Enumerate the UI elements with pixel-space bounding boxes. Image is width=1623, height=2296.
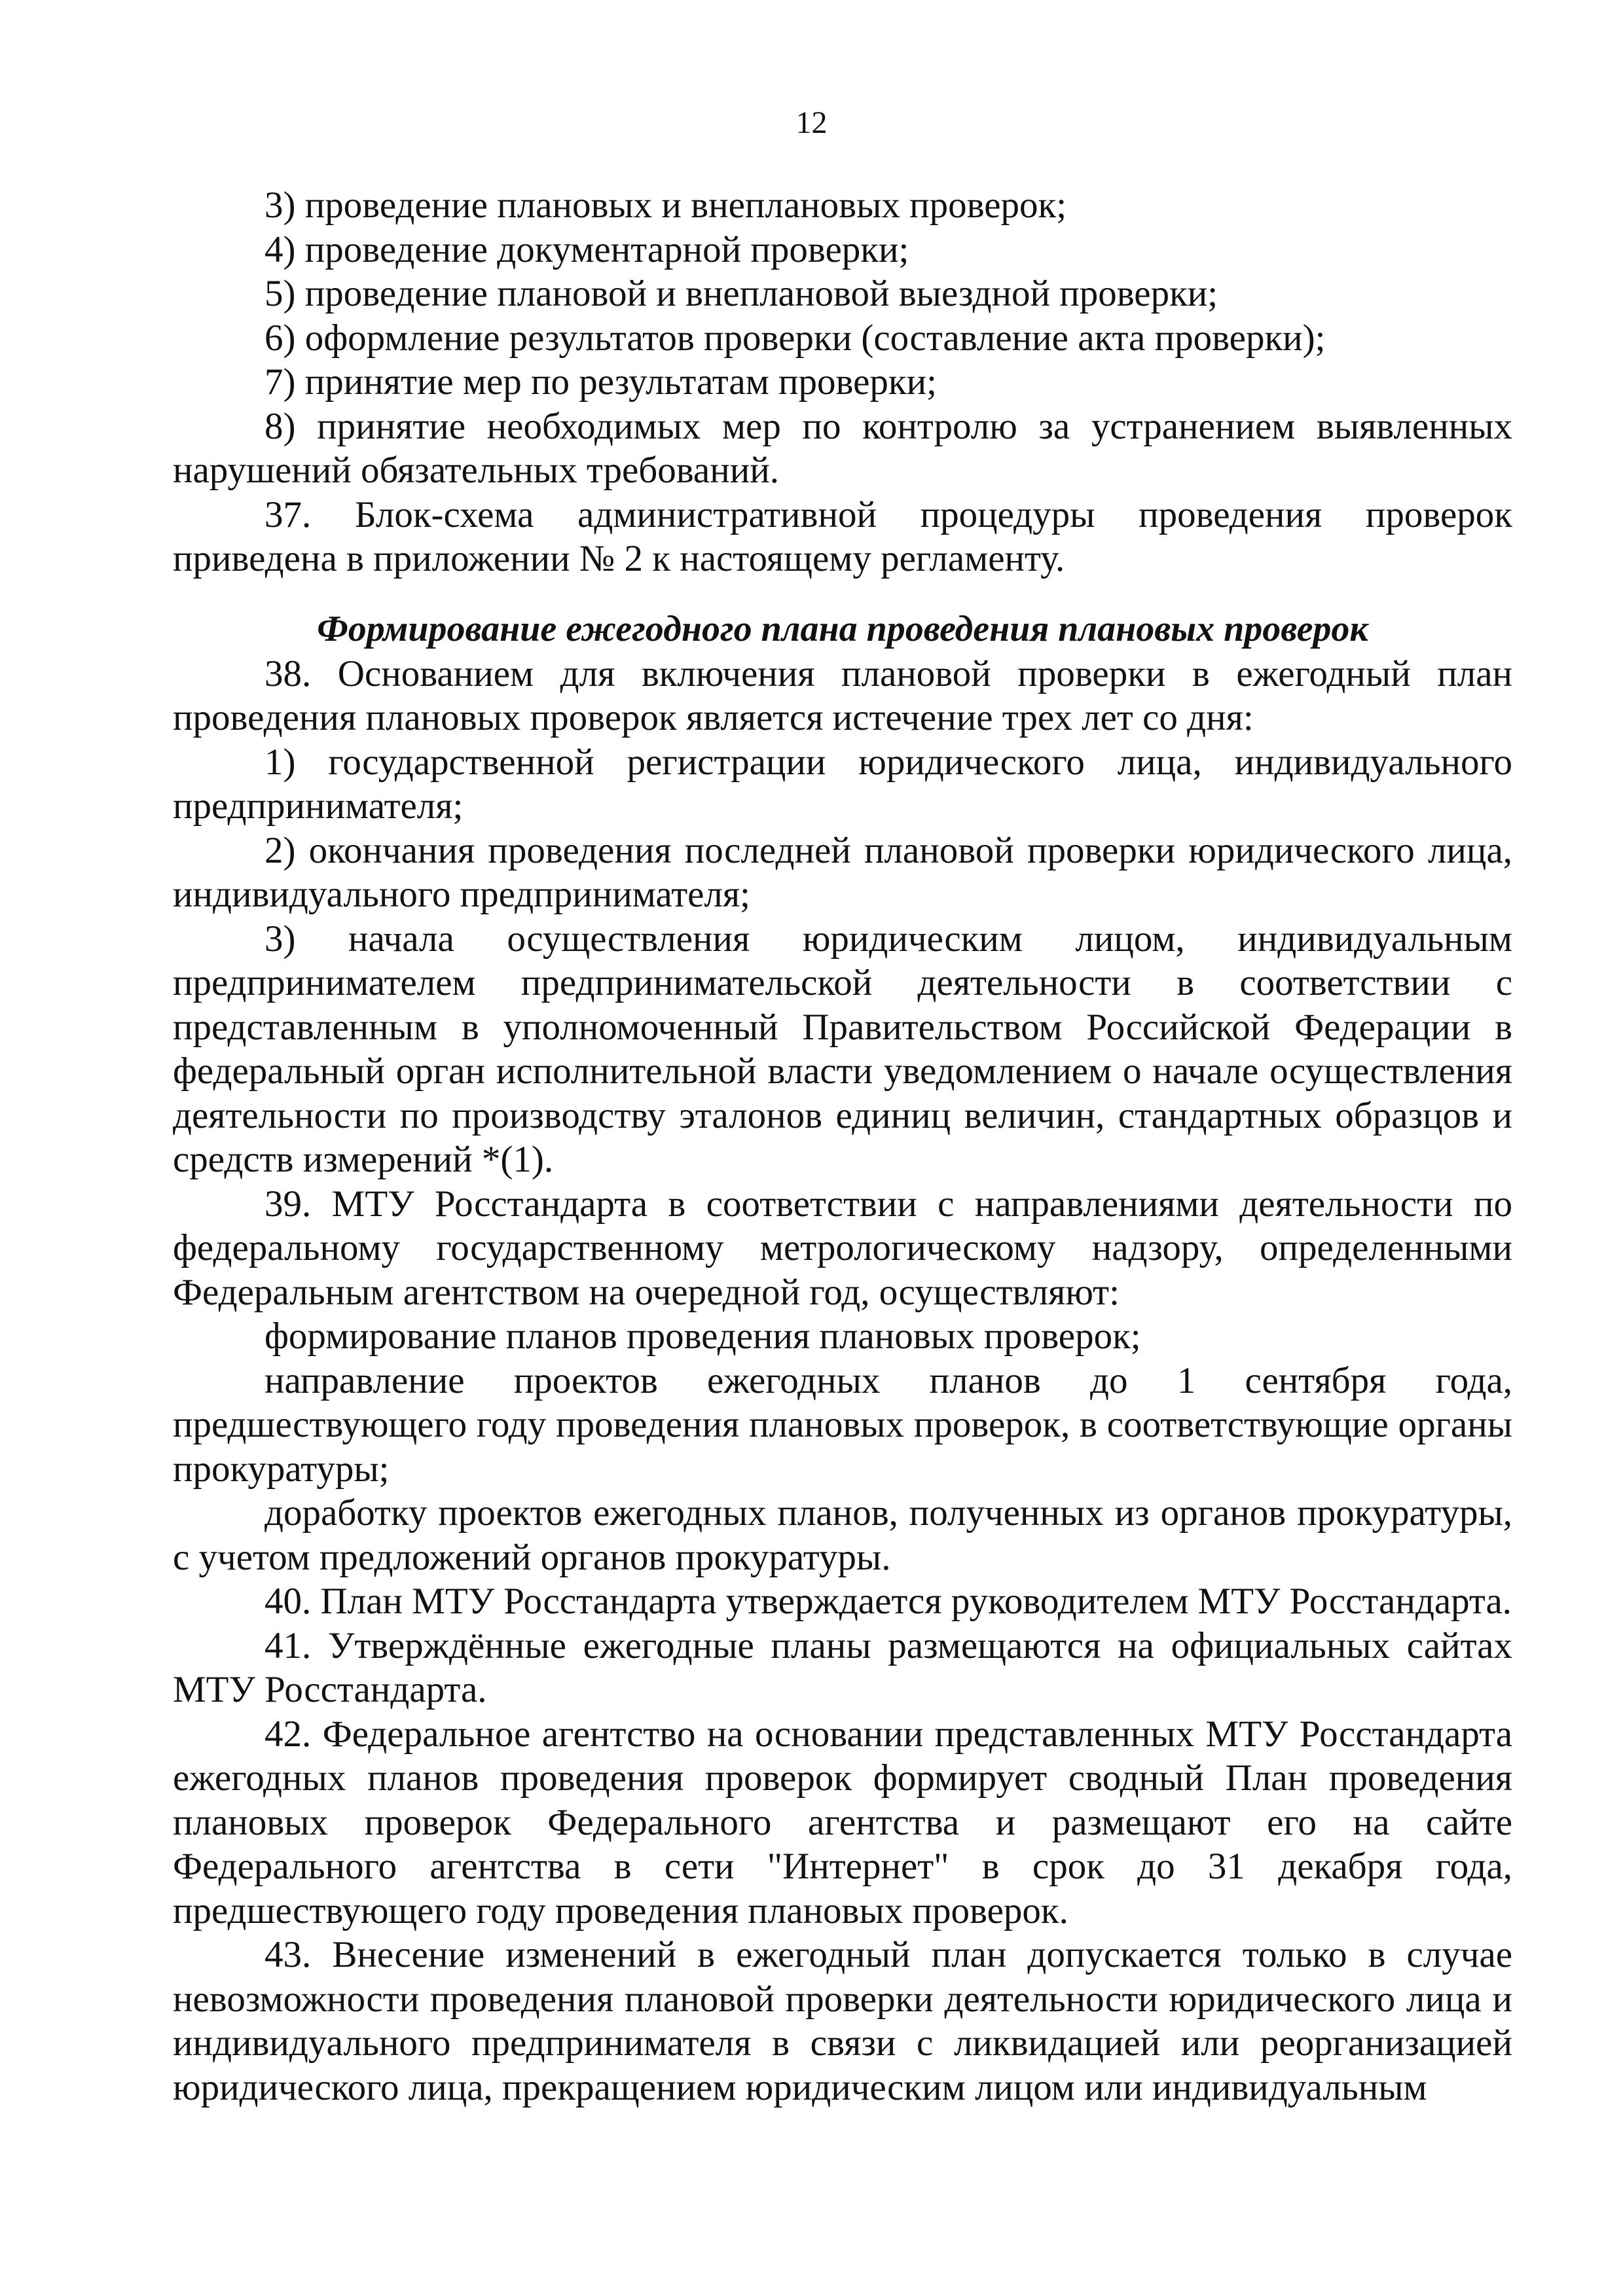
list-item-7: 7) принятие мер по результатам проверки;	[264, 361, 937, 403]
list-item-8: 8) принятие необходимых мер по контролю за устранением выявленных нарушений обязательных требований.	[173, 405, 1512, 491]
paragraph-42: 42. Федеральное агентство на основании представленных МТУ Росстандарта ежегодных планов проведения проверок формирует сводный План проведения плановых проверок Федерального агентства и размещают его на сайте Федерального агентства в сети "Интернет" в срок до 31 декабря года, предшествующего году проведения плановых проверок.	[173, 1713, 1512, 1931]
paragraph-39-item-2: направление проектов ежегодных планов до 1 сентября года, предшествующего году проведения плановых проверок, в соответствующие органы прокуратуры;	[173, 1359, 1512, 1490]
paragraph-38: 38. Основанием для включения плановой проверки в ежегодный план проведения плановых проверок является истечение трех лет со дня:	[173, 653, 1512, 738]
list-item-5: 5) проведение плановой и внеплановой выездной проверки;	[264, 273, 1218, 314]
paragraph-40: 40. План МТУ Росстандарта утверждается руководителем МТУ Росстандарта.	[264, 1581, 1512, 1622]
paragraph-43: 43. Внесение изменений в ежегодный план допускается только в случае невозможности проведения плановой проверки деятельности юридического лица и индивидуального предпринимателя в связи с ликвидацией или реорганизацией юридического лица, прекращением юридическим лицом или индивидуальным	[173, 1934, 1512, 2108]
paragraph-38-item-3: 3) начала осуществления юридическим лицом, индивидуальным предпринимателем предпринимательской деятельности в соответствии с представленным в уполномоченный Правительством Российской Федерации в федеральный орган исполнительной власти уведомлением о начале осуществления деятельности по производству эталонов единиц величин, стандартных образцов и средств измерений *(1).	[173, 918, 1512, 1180]
document-body	[173, 183, 1512, 2109]
paragraph-39-item-1: формирование планов проведения плановых проверок;	[264, 1316, 1141, 1357]
list-item-6: 6) оформление результатов проверки (составление акта проверки);	[264, 317, 1326, 359]
paragraph-39: 39. МТУ Росстандарта в соответствии с направлениями деятельности по федеральному государственному метрологическому надзору, определенными Федеральным агентством на очередной год, осуществляют:	[173, 1183, 1512, 1313]
paragraph-37: 37. Блок-схема административной процедуры проведения проверок приведена в приложении № 2 к настоящему регламенту.	[173, 493, 1512, 579]
section-heading: Формирование ежегодного плана проведения плановых проверок	[317, 608, 1368, 649]
page-number: 12	[795, 105, 828, 140]
paragraph-39-item-3: доработку проектов ежегодных планов, полученных из органов прокуратуры, с учетом предложений органов прокуратуры.	[173, 1492, 1512, 1578]
list-item-4: 4) проведение документарной проверки;	[264, 228, 909, 270]
paragraph-38-item-2: 2) окончания проведения последней плановой проверки юридического лица, индивидуального предпринимателя;	[173, 829, 1512, 915]
list-item-3: 3) проведение плановых и внеплановых проверок;	[264, 185, 1067, 226]
paragraph-41: 41. Утверждённые ежегодные планы размещаются на официальных сайтах МТУ Росстандарта.	[173, 1624, 1512, 1710]
paragraph-38-item-1: 1) государственной регистрации юридического лица, индивидуального предпринимателя;	[173, 741, 1512, 827]
